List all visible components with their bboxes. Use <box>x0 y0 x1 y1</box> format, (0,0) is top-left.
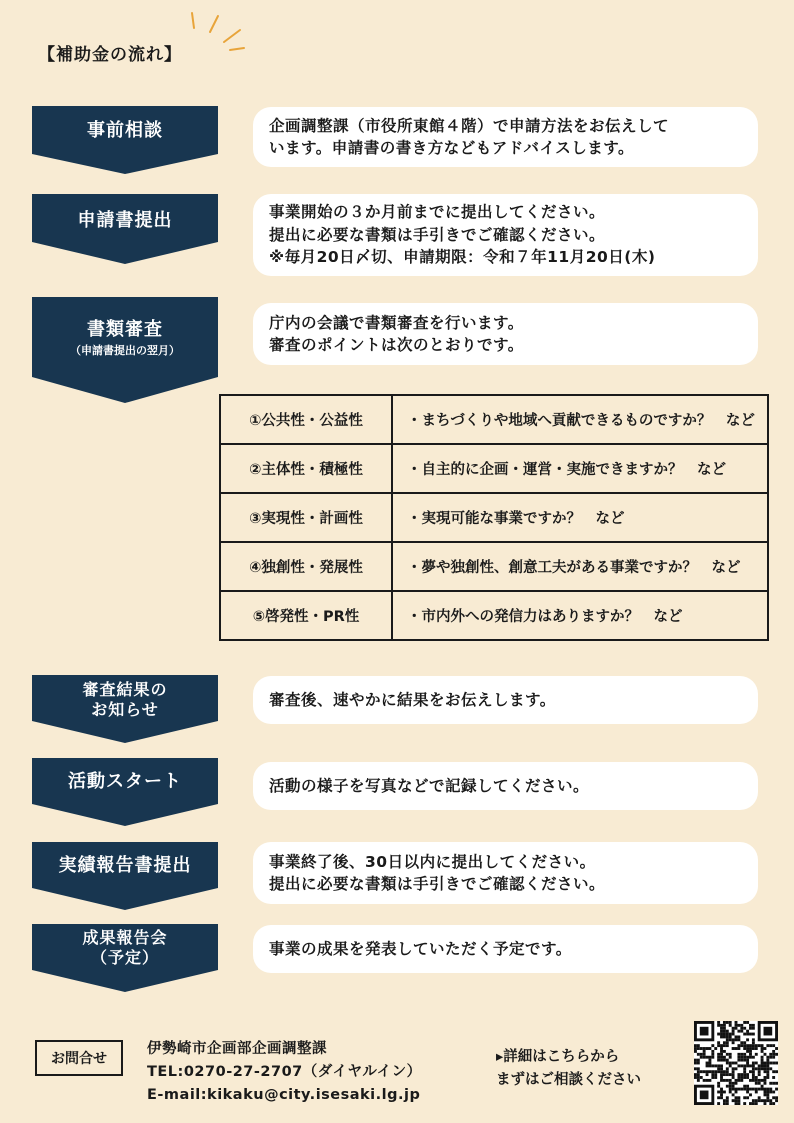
description-line: ※毎月20日〆切、申請期限：令和７年11月20日(木) <box>269 248 656 267</box>
step-label <box>32 928 218 968</box>
step-description <box>253 303 758 365</box>
criteria-desc: ・実現可能な事業ですか？ など <box>392 493 768 542</box>
description-line: 審査後、速やかに結果をお伝えします。 <box>269 690 556 709</box>
table-row <box>220 591 768 640</box>
email-address[interactable]: E-mail:kikaku@city.isesaki.lg.jp <box>147 1087 421 1104</box>
sparkle-icon <box>180 8 250 58</box>
criteria-name: ④独創性・発展性 <box>220 542 392 591</box>
description-line: います。申請書の書き方などもアドバイスします。 <box>269 139 635 157</box>
step-description <box>253 762 758 810</box>
step-label <box>32 680 218 720</box>
table-row <box>220 542 768 591</box>
criteria-name: ①公共性・公益性 <box>220 395 392 444</box>
criteria-name: ③実現性・計画性 <box>220 493 392 542</box>
page-title: 【補助金の流れ】 <box>38 45 182 65</box>
criteria-name: ⑤啓発性・PR性 <box>220 591 392 640</box>
step-label: 事前相談 <box>87 120 163 141</box>
contact-label: お問合せ <box>35 1040 123 1076</box>
step-label: 活動スタート <box>68 771 182 792</box>
table-row <box>220 493 768 542</box>
step-label-main: （予定） <box>90 948 159 967</box>
description-line: 事業の成果を発表していただく予定です。 <box>269 939 572 958</box>
step-description <box>253 194 758 276</box>
details-text <box>496 1046 641 1092</box>
qr-code-icon[interactable] <box>694 1021 778 1105</box>
step-description <box>253 925 758 973</box>
phone-number: TEL:0270-27-2707（ダイヤルイン） <box>147 1064 422 1081</box>
step-label-main: 審査結果の <box>82 680 168 699</box>
contact-info <box>147 1038 422 1108</box>
criteria-desc: ・夢や独創性、創意工夫がある事業ですか？ など <box>392 542 768 591</box>
review-criteria-table <box>219 394 769 641</box>
description-line: 提出に必要な書類は手引きでご確認ください。 <box>269 875 606 893</box>
description-line: 提出に必要な書類は手引きでご確認ください。 <box>269 225 606 244</box>
department-name: 伊勢崎市企画部企画調整課 <box>147 1041 327 1057</box>
description-line: 事業終了後、30日以内に提出してください。 <box>269 852 596 871</box>
table-row <box>220 395 768 444</box>
table-row <box>220 444 768 493</box>
step-label: 申請書提出 <box>77 210 173 231</box>
step-description <box>253 676 758 724</box>
step-label-main: お知らせ <box>91 700 159 719</box>
criteria-desc: ・まちづくりや地域へ貢献できるものですか？ など <box>392 395 768 444</box>
step-label-main: 書類審査 <box>87 319 163 340</box>
description-line: 庁内の会議で書類審査を行います。 <box>269 313 524 332</box>
step-description <box>253 842 758 904</box>
criteria-desc: ・自主的に企画・運営・実施できますか？ など <box>392 444 768 493</box>
step-description <box>253 107 758 167</box>
step-label: 実績報告書提出 <box>58 855 192 876</box>
description-line: 企画調整課（市役所東館４階）で申請方法をお伝えして <box>269 116 670 135</box>
criteria-name: ②主体性・積極性 <box>220 444 392 493</box>
description-line: 事業開始の３か月前までに提出してください。 <box>269 203 606 222</box>
step-label-main: 成果報告会 <box>82 928 168 947</box>
criteria-desc: ・市内外への発信力はありますか？ など <box>392 591 768 640</box>
details-line: ▸詳細はこちらから <box>496 1049 620 1065</box>
step-label <box>32 319 218 357</box>
description-line: 審査のポイントは次のとおりです。 <box>269 336 524 354</box>
description-line: 活動の様子を写真などで記録してください。 <box>269 776 590 795</box>
step-label-sub: （申請書提出の翌月） <box>70 343 180 357</box>
details-line: まずはご相談ください <box>496 1072 641 1089</box>
